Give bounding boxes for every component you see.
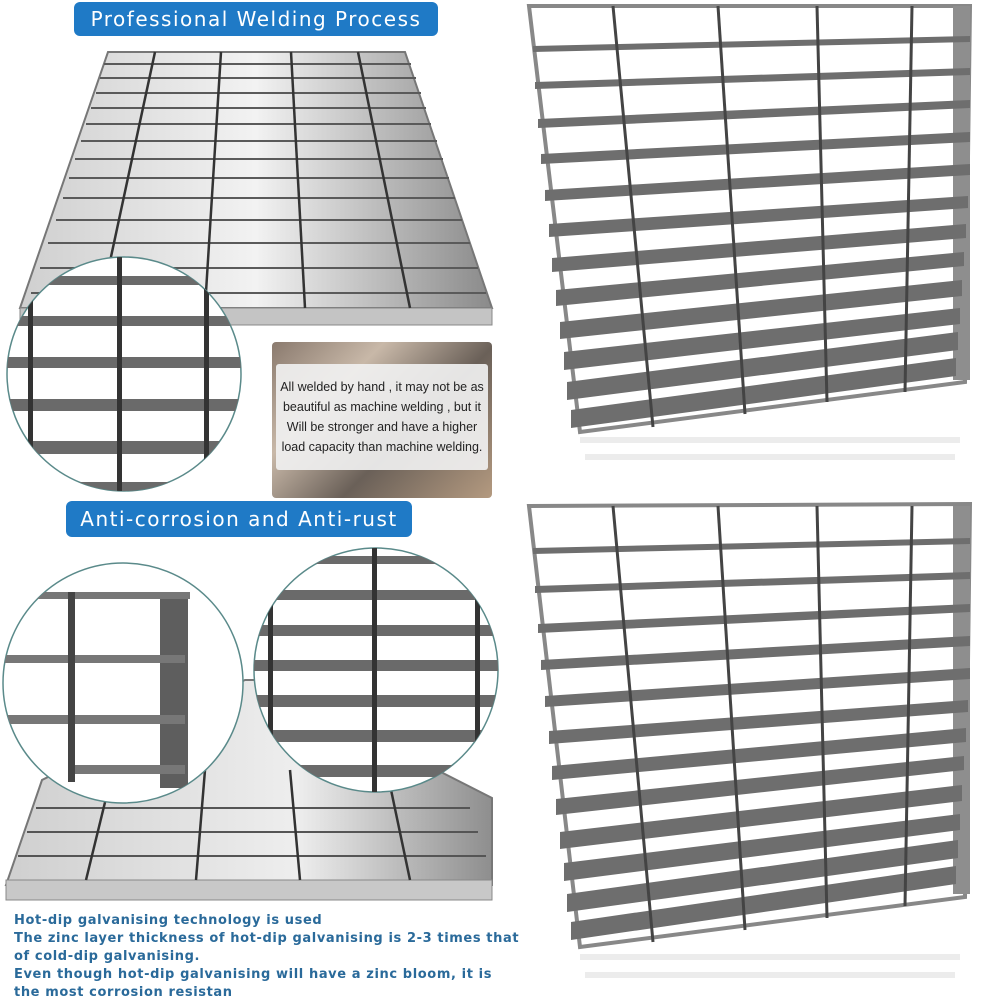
galvanising-description: [14, 912, 520, 1002]
grating-weld-zoom-circle: [4, 254, 244, 494]
welding-callout-text: All welded by hand , it may not be as beautiful as machine welding , but it Will be stronger and have a higher load capacity than machine welding.: [276, 364, 488, 470]
grating-front-bottom-right: [525, 502, 975, 992]
description-line-3: of cold-dip galvanising.: [14, 949, 201, 964]
welding-process-title: Professional Welding Process: [90, 7, 422, 31]
description-line-1: Hot-dip galvanising technology is used: [14, 913, 323, 928]
description-line-5: the most corrosion resistan: [14, 985, 233, 1000]
description-line-2: The zinc layer thickness of hot-dip galvanising is 2-3 times that: [14, 931, 520, 946]
welding-callout: [272, 342, 492, 498]
anti-corrosion-banner: [66, 501, 412, 537]
welding-process-banner: [74, 2, 438, 36]
description-line-4: Even though hot-dip galvanising will have a zinc bloom, it is: [14, 967, 493, 982]
grating-front-top-right: [525, 2, 975, 472]
grating-bottom-perspective: [0, 540, 500, 910]
anti-corrosion-title: Anti-corrosion and Anti-rust: [80, 507, 398, 531]
